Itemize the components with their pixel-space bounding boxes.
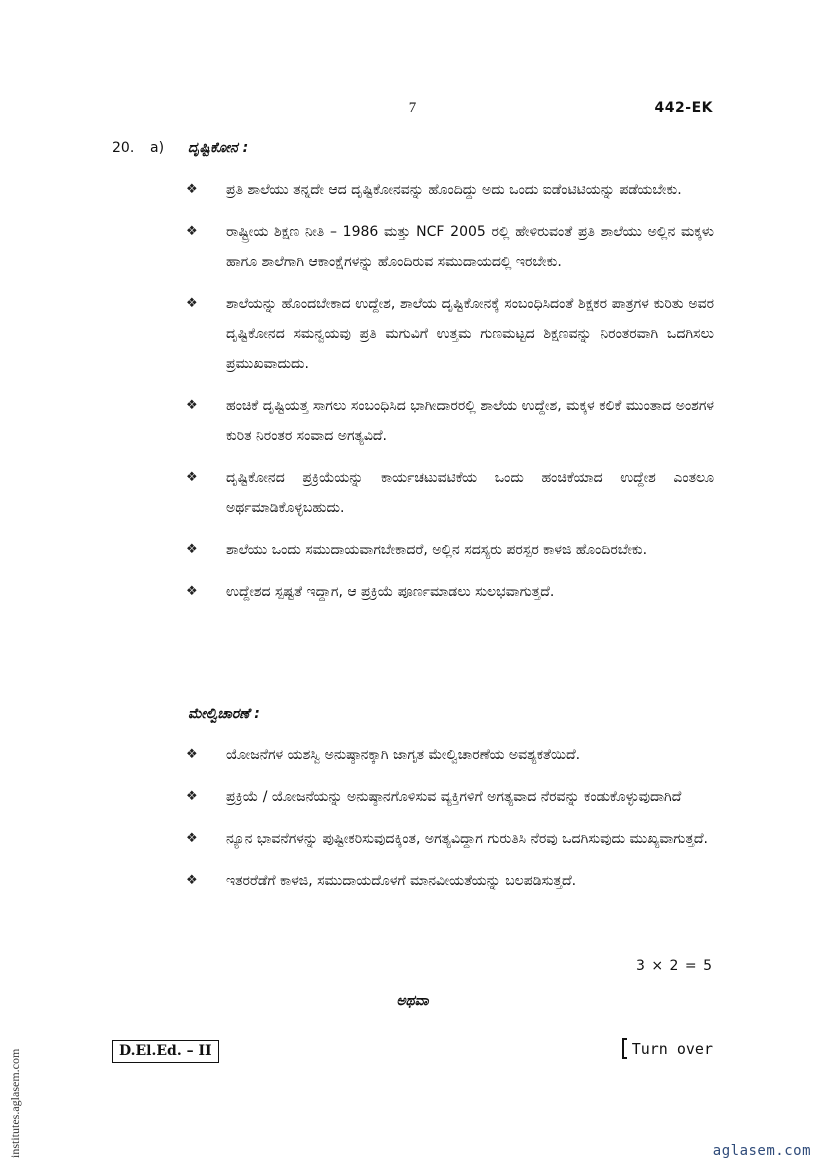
- or-separator: ಅಥವಾ: [396, 993, 429, 1009]
- side-watermark-text: institutes.aglasem.com: [8, 1048, 22, 1158]
- list-item: [186, 289, 714, 379]
- list-item: [186, 740, 714, 770]
- list-item: [186, 175, 714, 205]
- list-item-text: ಶಾಲೆಯನ್ನು ಹೊಂದಬೇಕಾದ ಉದ್ದೇಶ, ಶಾಲೆಯ ದೃಷ್ಟಿಕೋನಕ್ಕೆ ಸಂಬಂಧಿಸಿದಂತೆ ಶಿಕ್ಷಕರ ಪಾತ್ರಗಳ ಕುರಿತು ಅವರ ದೃಷ್ಟಿಕೋನದ ಸಮನ್ವಯವು ಪ್ರತಿ ಮಗುವಿಗೆ ಉತ್ತಮ ಗುಣಮಟ್ಟದ ಶಿಕ್ಷಣವನ್ನು ನಿರಂತರವಾಗಿ ಒದಗಿಸಲು ಪ್ರಮುಖವಾದುದು.: [226, 296, 714, 372]
- diamond-bullet-icon: ❖: [186, 584, 198, 599]
- list-item-text: ಪ್ರಕ್ರಿಯೆ / ಯೋಜನೆಯನ್ನು ಅನುಷ್ಠಾನಗೊಳಿಸುವ ವ್ಯಕ್ತಿಗಳಿಗೆ ಅಗತ್ಯವಾದ ನೆರವನ್ನು ಕಂಡುಕೊಳ್ಳುವುದಾಗಿದೆ: [226, 789, 682, 805]
- diamond-bullet-icon: ❖: [186, 224, 198, 239]
- turn-over-label: [622, 1040, 713, 1058]
- diamond-bullet-icon: ❖: [186, 470, 198, 485]
- diamond-bullet-icon: ❖: [186, 831, 198, 846]
- question-number: 20.: [112, 140, 135, 156]
- list-item-text: ಇತರರೆಡೆಗೆ ಕಾಳಜಿ, ಸಮುದಾಯದೊಳಗೆ ಮಾನವೀಯತೆಯನ್ನು ಬಲಪಡಿಸುತ್ತದೆ.: [226, 873, 577, 889]
- section-heading-perspective: ದೃಷ್ಟಿಕೋನ :: [188, 140, 249, 156]
- list-item-text: ನ್ಯೂನ ಭಾವನೆಗಳನ್ನು ಪುಷ್ಟೀಕರಿಸುವುದಕ್ಕಿಂತ, ಅಗತ್ಯವಿದ್ದಾಗ ಗುರುತಿಸಿ ನೆರವು ಒದಗಿಸುವುದು ಮುಖ್ಯವಾಗುತ್ತದೆ.: [226, 831, 708, 847]
- list-item-text: ದೃಷ್ಟಿಕೋನದ ಪ್ರಕ್ರಿಯೆಯನ್ನು ಕಾರ್ಯಚಟುವಟಿಕೆಯ ಒಂದು ಹಂಚಿಕೆಯಾದ ಉದ್ದೇಶ ಎಂತಲೂ ಅರ್ಥಮಾಡಿಕೊಳ್ಳಬಹುದು.: [226, 470, 714, 516]
- list-item: [186, 866, 714, 896]
- list-item: [186, 535, 714, 565]
- supervision-bullet-list: [186, 740, 714, 908]
- diamond-bullet-icon: ❖: [186, 296, 198, 311]
- diamond-bullet-icon: ❖: [186, 398, 198, 413]
- section-heading-supervision: ಮೇಲ್ವಿಚಾರಣೆ :: [188, 706, 260, 722]
- course-code-box: D.El.Ed. – II: [112, 1040, 219, 1063]
- list-item: [186, 463, 714, 523]
- marks-allocation: 3 × 2 = 5: [636, 958, 713, 974]
- page-number: 7: [408, 100, 417, 116]
- paper-code: 442-EK: [654, 100, 713, 116]
- list-item-text: ಹಂಚಿಕೆ ದೃಷ್ಟಿಯತ್ತ ಸಾಗಲು ಸಂಬಂಧಿಸಿದ ಭಾಗೀದಾರರಲ್ಲಿ ಶಾಲೆಯ ಉದ್ದೇಶ, ಮಕ್ಕಳ ಕಲಿಕೆ ಮುಂತಾದ ಅಂಶಗಳ ಕುರಿತ ನಿರಂತರ ಸಂವಾದ ಅಗತ್ಯವಿದೆ.: [226, 398, 714, 444]
- question-part: a): [150, 140, 165, 156]
- list-item: [186, 824, 714, 854]
- list-item: [186, 391, 714, 451]
- list-item-text: ರಾಷ್ಟ್ರೀಯ ಶಿಕ್ಷಣ ನೀತಿ – 1986 ಮತ್ತು NCF 2005 ರಲ್ಲಿ ಹೇಳಿರುವಂತೆ ಪ್ರತಿ ಶಾಲೆಯು ಅಲ್ಲಿನ ಮಕ್ಕಳು ಹಾಗೂ ಶಾಲೆಗಾಗಿ ಆಕಾಂಕ್ಷೆಗಳನ್ನು ಹೊಂದಿರುವ ಸಮುದಾಯದಲ್ಲಿ ಇರಬೇಕು.: [226, 224, 714, 270]
- bracket-icon: [622, 1038, 627, 1059]
- diamond-bullet-icon: ❖: [186, 873, 198, 888]
- footer-watermark: aglasem.com: [712, 1143, 811, 1159]
- diamond-bullet-icon: ❖: [186, 182, 198, 197]
- list-item-text: ಪ್ರತಿ ಶಾಲೆಯು ತನ್ನದೇ ಆದ ದೃಷ್ಟಿಕೋನವನ್ನು ಹೊಂದಿದ್ದು ಅದು ಒಂದು ಐಡೆಂಟಿಟಿಯನ್ನು ಪಡೆಯಬೇಕು.: [226, 182, 682, 198]
- perspective-bullet-list: [186, 175, 714, 619]
- list-item-text: ಉದ್ದೇಶದ ಸ್ಪಷ್ಟತೆ ಇದ್ದಾಗ, ಆ ಪ್ರಕ್ರಿಯೆ ಪೂರ್ಣಮಾಡಲು ಸುಲಭವಾಗುತ್ತದೆ.: [226, 584, 555, 600]
- side-watermark: [8, 1049, 23, 1168]
- list-item: [186, 217, 714, 277]
- list-item-text: ಶಾಲೆಯು ಒಂದು ಸಮುದಾಯವಾಗಬೇಕಾದರೆ, ಅಲ್ಲಿನ ಸದಸ್ಯರು ಪರಸ್ಪರ ಕಾಳಜಿ ಹೊಂದಿರಬೇಕು.: [226, 542, 648, 558]
- list-item: [186, 577, 714, 607]
- turn-over-text: Turn over: [631, 1040, 713, 1058]
- diamond-bullet-icon: ❖: [186, 747, 198, 762]
- list-item: [186, 782, 714, 812]
- diamond-bullet-icon: ❖: [186, 542, 198, 557]
- diamond-bullet-icon: ❖: [186, 789, 198, 804]
- list-item-text: ಯೋಜನೆಗಳ ಯಶಸ್ವಿ ಅನುಷ್ಠಾನಕ್ಕಾಗಿ ಜಾಗೃತ ಮೇಲ್ವಿಚಾರಣೆಯ ಅವಶ್ಯಕತೆಯಿದೆ.: [226, 747, 581, 763]
